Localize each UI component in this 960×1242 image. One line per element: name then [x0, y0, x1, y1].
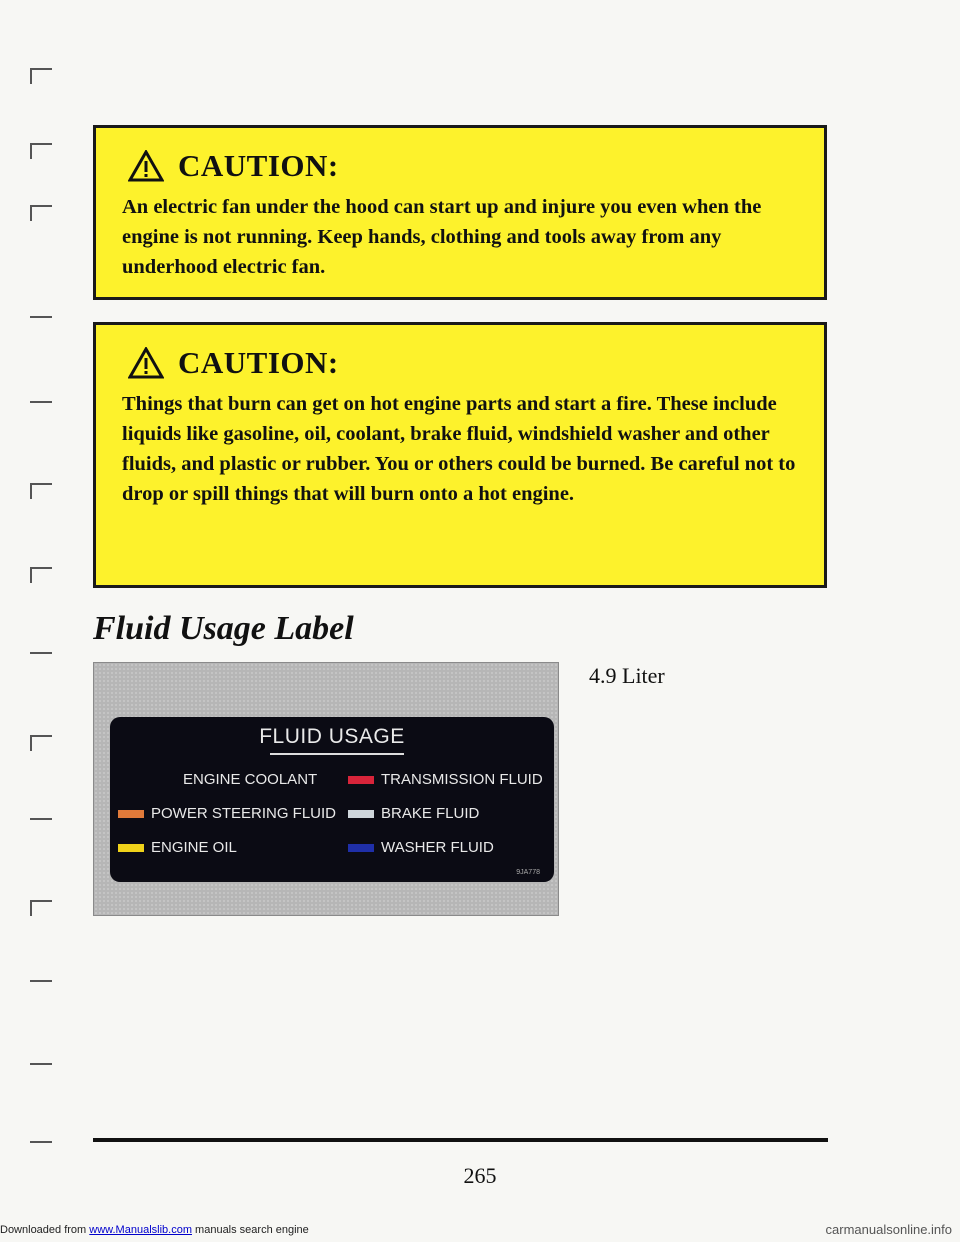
fluid-item: [348, 805, 479, 822]
manualslib-link[interactable]: www.Manualslib.com: [89, 1224, 192, 1236]
site-watermark: carmanualsonline.info: [825, 1222, 952, 1237]
caution-box-hot-engine: [93, 322, 827, 588]
fluid-label-divider: [270, 753, 404, 755]
fluid-item-label: TRANSMISSION FLUID: [381, 771, 543, 788]
color-swatch: [118, 844, 144, 852]
warning-triangle-icon: [128, 347, 164, 379]
color-swatch: [150, 776, 176, 784]
download-credit: [0, 1224, 309, 1236]
fluid-item-label: WASHER FLUID: [381, 839, 494, 856]
color-swatch: [348, 844, 374, 852]
color-swatch: [348, 810, 374, 818]
caution-text: An electric fan under the hood can start up and injure you even when the engine is not running. Keep hands, clothing and tools away from any underhood electric fan.: [122, 196, 762, 278]
engine-size-note: 4.9 Liter: [589, 663, 665, 688]
fluid-item: [348, 839, 494, 856]
caution-heading: CAUTION:: [178, 148, 339, 183]
fluid-item-label: POWER STEERING FLUID: [151, 805, 337, 822]
fluid-usage-label-photo: [93, 662, 559, 916]
caution-text: Things that burn can get on hot engine parts and start a fire. These include liquids like gasoline, oil, coolant, brake fluid, windshield washer and other fluids, and plastic or rubber. You or others could be burned. Be careful not to drop or spill things that will burn onto a hot engine.: [122, 393, 796, 505]
fluid-item: [118, 805, 336, 822]
color-swatch: [348, 776, 374, 784]
footer-rule: [93, 1138, 828, 1142]
fluid-item: [348, 771, 543, 788]
binder-edge-marks: [0, 0, 80, 1242]
caution-heading: CAUTION:: [178, 345, 339, 380]
fluid-label-title: FLUID USAGE: [259, 725, 405, 748]
fluid-item: [150, 771, 317, 788]
fluid-usage-label: [110, 717, 554, 882]
download-suffix: manuals search engine: [195, 1224, 309, 1236]
section-title: Fluid Usage Label: [93, 610, 354, 647]
warning-triangle-icon: [128, 150, 164, 182]
fluid-item: [118, 839, 237, 856]
fluid-item-label: ENGINE COOLANT: [183, 771, 318, 788]
fluid-item-label: BRAKE FLUID: [381, 805, 480, 822]
page-number: 265: [463, 1163, 497, 1188]
color-swatch: [118, 810, 144, 818]
fluid-item-label: ENGINE OIL: [151, 839, 237, 856]
download-prefix: Downloaded from: [0, 1224, 87, 1236]
caution-box-electric-fan: [93, 125, 827, 300]
label-part-code: 9JA778: [516, 869, 540, 876]
